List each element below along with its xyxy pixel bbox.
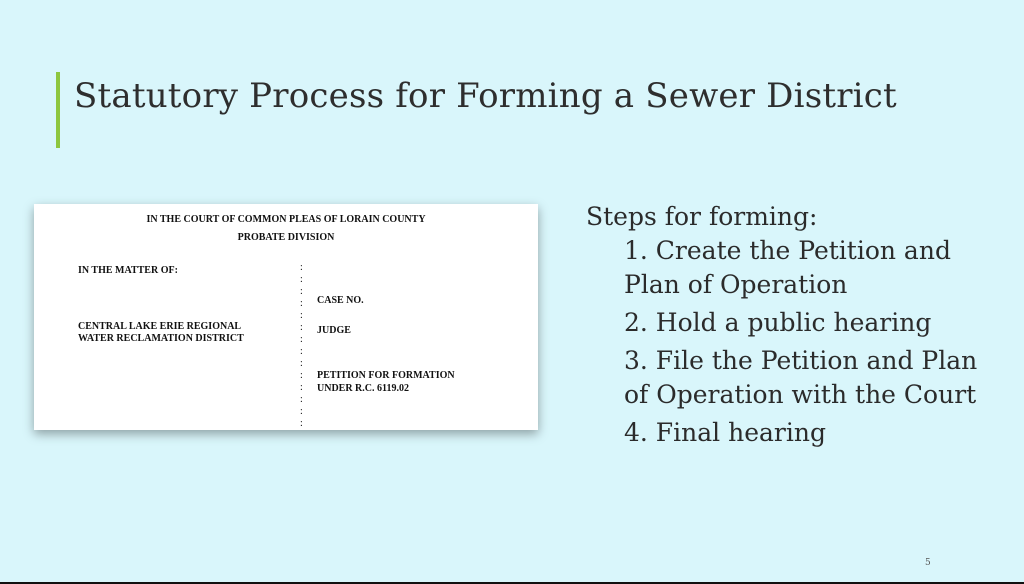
petition-title-line2: UNDER R.C. 6119.02 xyxy=(317,383,409,394)
petition-title-line1: PETITION FOR FORMATION xyxy=(317,370,455,381)
steps-list xyxy=(586,200,1004,454)
step-item: 4. Final hearing xyxy=(624,418,826,447)
title-accent-bar xyxy=(56,72,60,148)
step-item: 1. Create the Petition and Plan of Operation xyxy=(624,236,951,299)
in-the-matter-label: IN THE MATTER OF: xyxy=(78,265,178,276)
party-name-line2: WATER RECLAMATION DISTRICT xyxy=(78,333,244,344)
steps-heading: Steps for forming: xyxy=(586,202,818,231)
step-item: 3. File the Petition and Plan of Operation with the Court xyxy=(624,346,978,409)
caption-colon-column: : : : : : : : : : : : : : : xyxy=(300,262,303,429)
slide-title: Statutory Process for Forming a Sewer District xyxy=(74,76,897,116)
judge-label: JUDGE xyxy=(317,325,351,336)
step-item: 2. Hold a public hearing xyxy=(624,308,932,337)
court-division-line: PROBATE DIVISION xyxy=(237,232,335,243)
page-number: 5 xyxy=(925,558,931,568)
party-name-line1: CENTRAL LAKE ERIE REGIONAL xyxy=(78,321,242,332)
court-name-line: IN THE COURT OF COMMON PLEAS OF LORAIN COUNTY xyxy=(146,214,426,225)
case-number-label: CASE NO. xyxy=(317,295,364,306)
court-document-image xyxy=(34,204,538,430)
